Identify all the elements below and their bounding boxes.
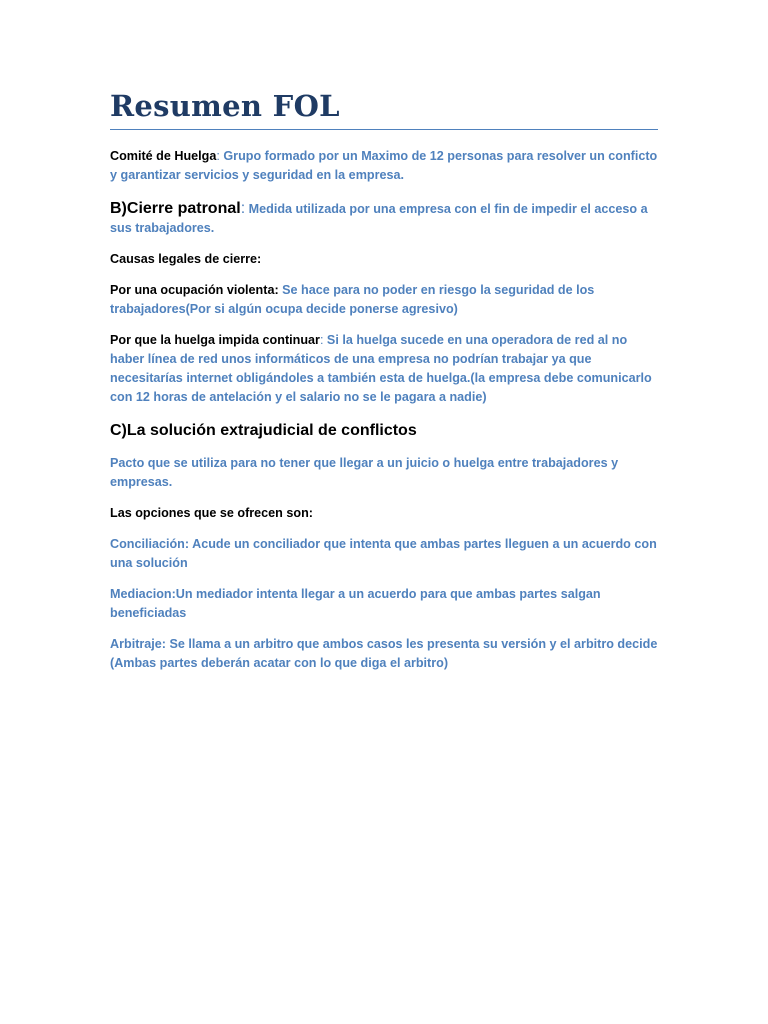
term-huelga-impida: Por que la huelga impida continuar	[110, 333, 320, 347]
term-ocupacion-violenta: Por una ocupación violenta:	[110, 283, 279, 297]
paragraph-pacto: Pacto que se utiliza para no tener que llegar a un juicio o huelga entre trabajadores y empresas.	[110, 456, 619, 489]
paragraph-ocupacion-violenta	[110, 281, 658, 319]
term-separator: :	[319, 333, 324, 347]
paragraph-arbitraje: Arbitraje: Se llama a un arbitro que ambos casos les presenta su versión y el arbitro decide (Ambas partes deberán acatar con lo que diga el arbitro)	[110, 637, 658, 670]
definition-ocupacion-violenta: Se hace para no poder en riesgo la seguridad de los trabajadores(Por si algún ocupa decide ponerse agresivo)	[110, 283, 595, 316]
paragraph-huelga-impida	[110, 331, 658, 407]
section-heading-solucion-extrajudicial: C)La solución extrajudicial de conflictos	[110, 422, 417, 439]
document-page	[110, 86, 658, 673]
document-title: Resumen FOL	[110, 86, 658, 130]
paragraph-causas-legales: Causas legales de cierre:	[110, 252, 262, 266]
paragraph-cierre-patronal	[110, 199, 658, 238]
paragraph-mediacion: Mediacion:Un mediador intenta llegar a un acuerdo para que ambas partes salgan beneficiadas	[110, 587, 601, 620]
definition-cierre-patronal: Medida utilizada por una empresa con el fin de impedir el acceso a sus trabajadores.	[110, 202, 648, 235]
term-separator: :	[216, 149, 220, 163]
term-cierre-patronal: B)Cierre patronal	[110, 200, 241, 217]
paragraph-conciliacion: Conciliación: Acude un conciliador que intenta que ambas partes lleguen a un acuerdo con una solución	[110, 537, 657, 570]
definition-huelga-impida: Si la huelga sucede en una operadora de red al no haber línea de red unos informáticos de una empresa no podrían trabajar ya que necesitarías internet obligándoles a también esta de huelga.(la empresa debe comunicarlo con 12 horas de antelación y el salario no se le pagara a nadie)	[110, 333, 652, 404]
term-separator: :	[240, 200, 246, 217]
paragraph-opciones: Las opciones que se ofrecen son:	[110, 506, 313, 520]
definition-comite-huelga: Grupo formado por un Maximo de 12 personas para resolver un conficto y garantizar servicios y seguridad en la empresa.	[110, 149, 658, 182]
paragraph-comite-huelga	[110, 147, 658, 185]
term-comite-huelga: Comité de Huelga	[110, 149, 217, 163]
